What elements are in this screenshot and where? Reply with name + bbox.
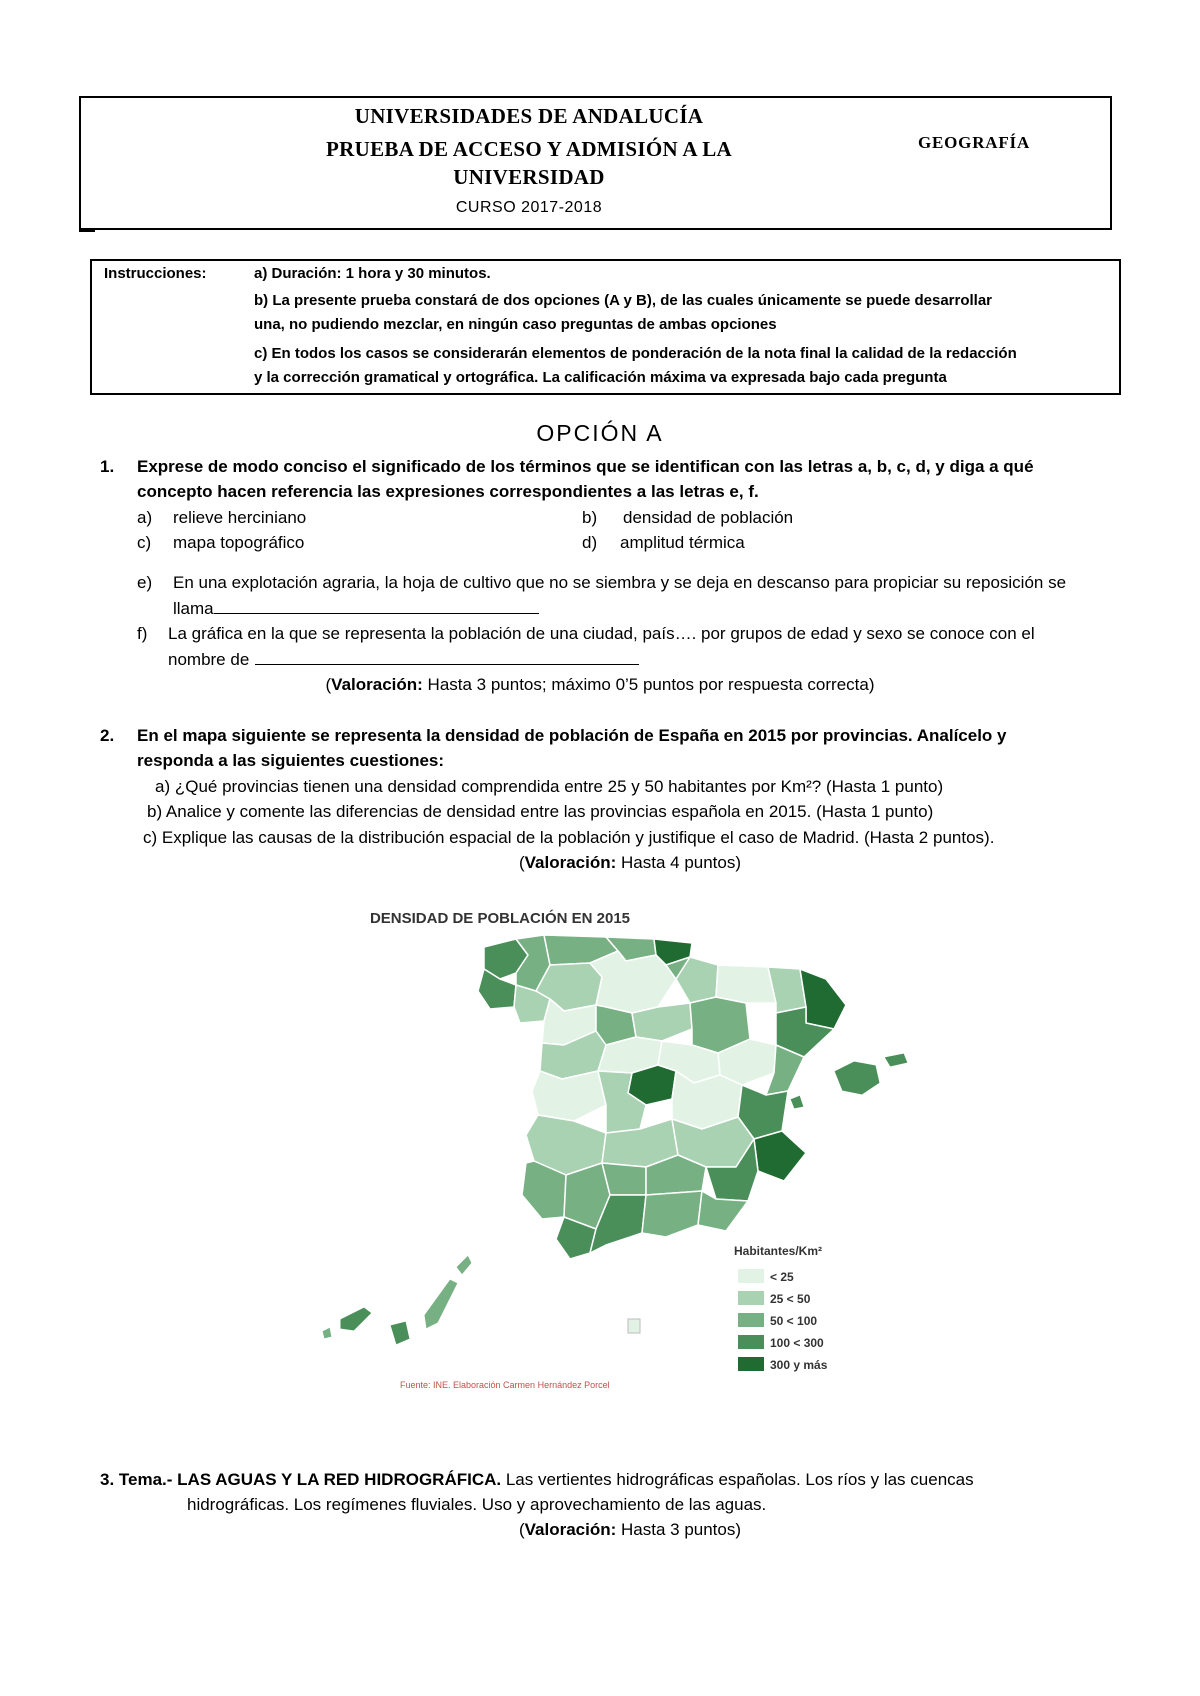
q2-valoracion: [0, 850, 1200, 875]
q1-e-line2: [173, 595, 539, 621]
legend-swatch: [738, 1313, 764, 1327]
q3-valoracion-text: Hasta 3 puntos): [616, 1520, 742, 1539]
header-box-tick: [79, 230, 95, 232]
instruction-a: a) Duración: 1 hora y 30 minutos.: [254, 265, 491, 282]
legend-swatch: [738, 1357, 764, 1371]
q1-d-letter: d): [582, 533, 598, 552]
province-cordoba: [602, 1163, 646, 1195]
peninsula-provinces: [478, 935, 846, 1259]
q1-b-letter: b): [582, 508, 598, 527]
q1-c-letter: c): [137, 533, 152, 552]
island-menorca: [884, 1053, 908, 1067]
island-gomera: [322, 1327, 332, 1339]
q1-e-answer-blank[interactable]: [214, 595, 539, 614]
balearic-islands: [790, 1053, 908, 1109]
island-mallorca: [834, 1061, 880, 1095]
instruction-c-line2: y la corrección gramatical y ortográfica. La calificación máxima va expresada bajo cada pregunta: [254, 369, 947, 386]
map-svg: [306, 895, 946, 1410]
q2-line2: responda a las siguientes cuestiones:: [137, 751, 445, 770]
legend-label: 100 < 300: [770, 1336, 824, 1350]
island-lanzarote: [456, 1255, 472, 1275]
legend-swatch: [738, 1291, 764, 1305]
province-caceres: [532, 1071, 606, 1121]
q1-line1: Exprese de modo conciso el significado de los términos que se identifican con las letras a, b, c, d, y diga a qué: [137, 457, 1034, 476]
legend-label: 300 y más: [770, 1358, 828, 1372]
instruction-b-line2: una, no pudiendo mezclar, en ningún caso preguntas de ambas opciones: [254, 316, 777, 333]
q3-line1: [100, 1467, 974, 1492]
province-aragon-huesca: [716, 965, 776, 1003]
q2-valoracion-text: Hasta 4 puntos): [616, 853, 742, 872]
instructions-label: Instrucciones:: [104, 265, 207, 282]
option-title: OPCIÓN A: [536, 420, 664, 446]
island-fuerteventura: [424, 1279, 458, 1329]
legend-label: < 25: [770, 1270, 794, 1284]
q2-c: c) Explique las causas de la distribución espacial de la población y justifique el caso de Madrid. (Hasta 2 puntos).: [143, 828, 995, 847]
q1-valoracion: [0, 672, 1200, 697]
q2-line1: En el mapa siguiente se representa la densidad de población de España en 2015 por provincias. Analícelo y: [137, 726, 1007, 745]
q1-valoracion-text: Hasta 3 puntos; máximo 0’5 puntos por respuesta correcta): [422, 675, 875, 694]
q3-text-1: Las vertientes hidrográficas españolas. Los ríos y las cuencas: [501, 1470, 974, 1489]
legend-label: 25 < 50: [770, 1292, 811, 1306]
population-density-map: [306, 895, 946, 1410]
instruction-c-line1: c) En todos los casos se considerarán elementos de ponderación de la nota final la calidad de la redacción: [254, 345, 1017, 362]
q1-d-text: amplitud térmica: [620, 533, 745, 552]
province-alicante: [754, 1131, 806, 1181]
q1-f-line1: La gráfica en la que se representa la población de una ciudad, país…. por grupos de edad y sexo se conoce con el: [168, 624, 1035, 643]
q1-e-line2-text: llama: [173, 599, 214, 618]
q3-title: 3. Tema.- LAS AGUAS Y LA RED HIDROGRÁFICA.: [100, 1470, 502, 1489]
q2-valoracion-open: (: [518, 853, 525, 872]
q3-valoracion-open: (: [518, 1520, 525, 1539]
q1-f-answer-blank[interactable]: [255, 646, 639, 665]
q2-a: a) ¿Qué provincias tienen una densidad comprendida entre 25 y 50 habitantes por Km²? (Hasta 1 punto): [155, 777, 944, 796]
q1-e-letter: e): [137, 573, 153, 592]
instruction-b-line1: b) La presente prueba constará de dos opciones (A y B), de las cuales únicamente se puede desarrollar: [254, 292, 993, 309]
province-granada: [642, 1191, 702, 1237]
province-catalonia-barcelona: [800, 969, 846, 1029]
map-legend: [738, 1269, 828, 1372]
q2-b: b) Analice y comente las diferencias de densidad entre las provincias española en 2015. (Hasta 1 punto): [147, 802, 934, 821]
q3-line2: hidrográficas. Los regímenes fluviales. Uso y aprovechamiento de las aguas.: [187, 1495, 767, 1514]
q3-valoracion-label: Valoración:: [524, 1520, 617, 1539]
q1-e-line1: En una explotación agraria, la hoja de cultivo que no se siembra y se deja en descanso para propiciar su reposición se: [173, 573, 1067, 592]
q1-f-line2-text: nombre de: [168, 650, 250, 669]
q1-b-text: densidad de población: [623, 508, 794, 527]
header-university: UNIVERSIDADES DE ANDALUCÍA: [354, 104, 704, 128]
q3-valoracion: [0, 1517, 1200, 1542]
header-course: CURSO 2017-2018: [455, 199, 603, 216]
q1-f-line2: [168, 646, 639, 672]
header-exam-title-2: UNIVERSIDAD: [453, 165, 605, 189]
header-subject: GEOGRAFÍA: [918, 133, 1031, 152]
legend-title: Habitantes/Km²: [734, 1244, 823, 1258]
q2-number: 2.: [100, 726, 115, 745]
q1-valoracion-open: (: [325, 675, 332, 694]
legend-label: 50 < 100: [770, 1314, 818, 1328]
q1-a-letter: a): [137, 508, 153, 527]
island-tenerife: [340, 1307, 372, 1331]
header-exam-title: PRUEBA DE ACCESO Y ADMISIÓN A LA: [326, 137, 732, 161]
legend-swatch: [738, 1335, 764, 1349]
map-source: Fuente: INE. Elaboración Carmen Hernández Porcel: [400, 1380, 610, 1390]
q1-f-letter: f): [137, 624, 148, 643]
legend-swatch: [738, 1269, 764, 1283]
map-inset-box: [628, 1319, 640, 1333]
canary-islands: [306, 1255, 472, 1353]
q1-line2: concepto hacen referencia las expresiones correspondientes a las letras e, f.: [137, 482, 759, 501]
q1-a-text: relieve herciniano: [173, 508, 307, 527]
island-gran-canaria: [390, 1321, 410, 1345]
q2-valoracion-label: Valoración:: [524, 853, 617, 872]
island-ibiza: [790, 1095, 804, 1109]
q1-c-text: mapa topográfico: [173, 533, 305, 552]
q1-valoracion-label: Valoración:: [331, 675, 423, 694]
q1-number: 1.: [100, 457, 115, 476]
map-title: DENSIDAD DE POBLACIÓN EN 2015: [369, 910, 631, 927]
